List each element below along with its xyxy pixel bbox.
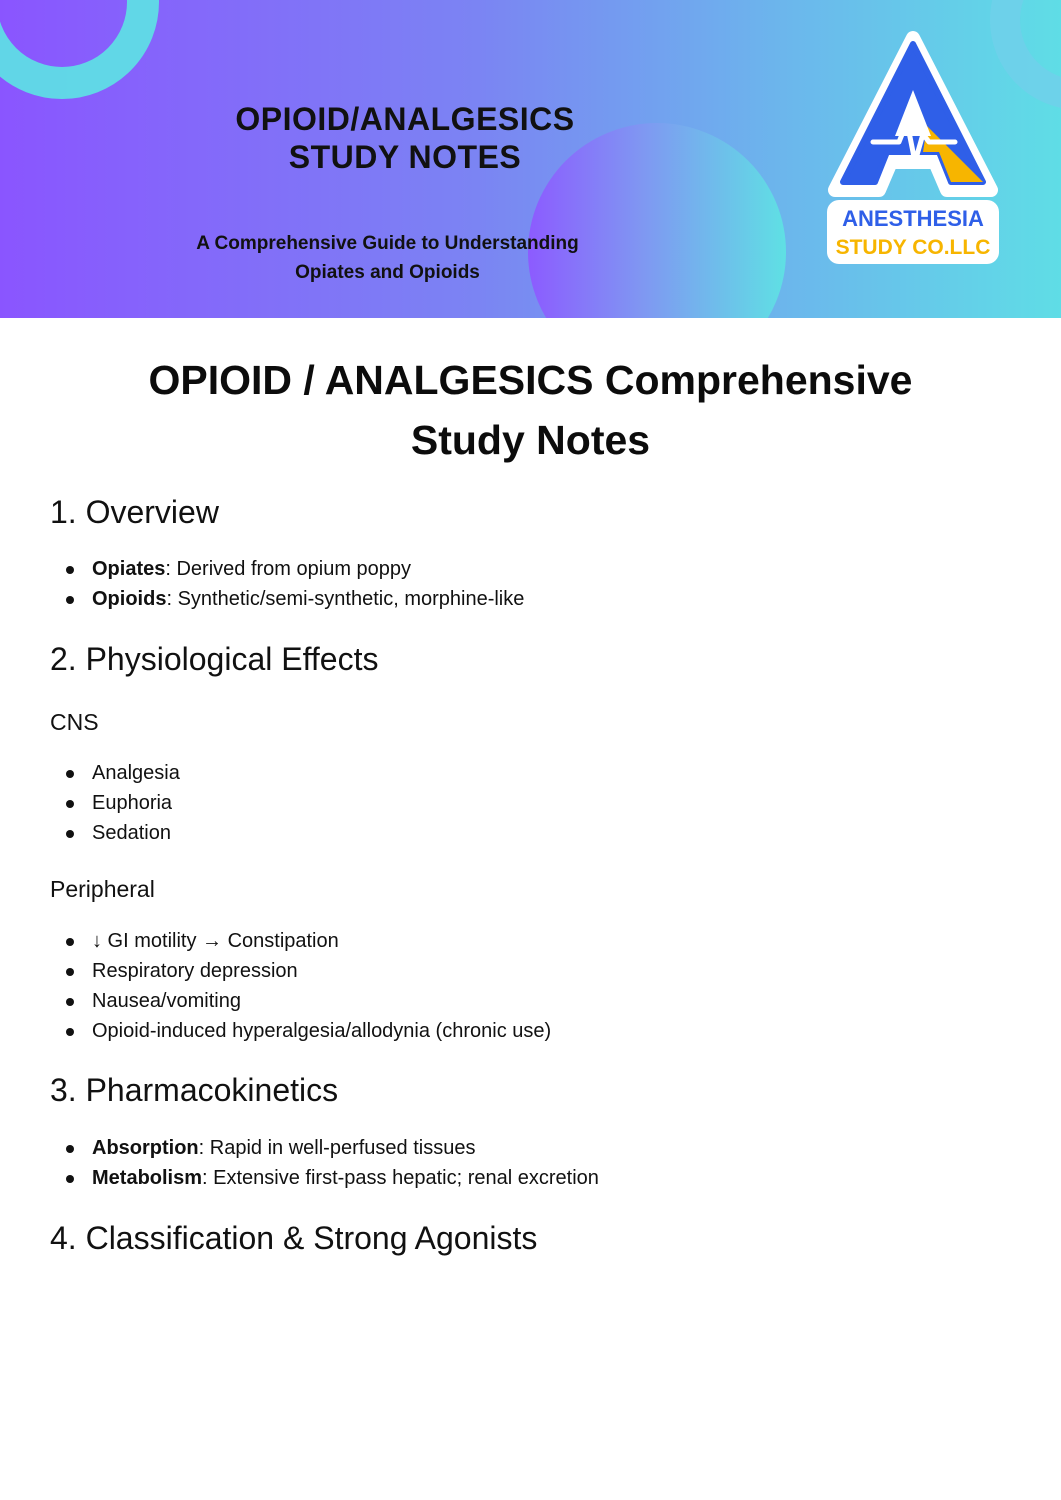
bullet-icon	[66, 998, 74, 1006]
section-heading-physiological: 2. Physiological Effects	[50, 641, 379, 677]
list-item	[64, 818, 180, 848]
logo-text-line1: ANESTHESIA	[842, 206, 984, 231]
bullet-icon	[66, 968, 74, 976]
company-logo	[823, 30, 1003, 270]
list-item-text: Analgesia	[92, 762, 180, 784]
list-item-text: Respiratory depression	[92, 960, 298, 982]
section-heading-overview: 1. Overview	[50, 494, 219, 530]
list-item-text: Euphoria	[92, 792, 173, 814]
term: Metabolism	[92, 1167, 203, 1189]
decorative-ring	[0, 0, 159, 99]
list-item-text: ↓ GI motility → Constipation	[92, 930, 339, 952]
peripheral-list	[64, 926, 551, 1046]
list-item	[64, 584, 524, 614]
cns-list	[64, 758, 180, 848]
bullet-icon	[66, 938, 74, 946]
definition: : Synthetic/semi-synthetic, morphine-like	[166, 588, 525, 610]
list-item	[64, 1163, 599, 1193]
list-item-text: Nausea/vomiting	[92, 990, 241, 1012]
bullet-icon	[66, 800, 74, 808]
bullet-icon	[66, 566, 74, 574]
list-item-text: Opioid-induced hyperalgesia/allodynia (chronic use)	[92, 1020, 552, 1042]
bullet-icon	[66, 830, 74, 838]
page-title-line: OPIOID / ANALGESICS Comprehensive	[148, 357, 913, 403]
list-item	[64, 986, 551, 1016]
banner-title-line: OPIOID/ANALGESICS	[235, 101, 575, 137]
section-heading-classification: 4. Classification & Strong Agonists	[50, 1220, 538, 1256]
list-item	[64, 926, 551, 956]
term: Absorption	[92, 1137, 199, 1159]
bullet-icon	[66, 1175, 74, 1183]
page-title-line: Study Notes	[410, 417, 651, 463]
section-heading-pharmacokinetics: 3. Pharmacokinetics	[50, 1072, 339, 1108]
term: Opioids	[92, 588, 167, 610]
list-item	[64, 1016, 551, 1046]
list-item	[64, 554, 524, 584]
list-item	[64, 1133, 599, 1163]
definition: : Rapid in well-perfused tissues	[198, 1137, 476, 1159]
overview-list	[64, 554, 524, 614]
page-title	[60, 350, 1001, 470]
bullet-icon	[66, 1145, 74, 1153]
list-item	[64, 788, 180, 818]
subheading-cns: CNS	[50, 709, 99, 735]
list-item-text: Sedation	[92, 822, 171, 844]
header-banner	[0, 0, 1061, 318]
banner-title	[150, 100, 660, 176]
banner-subtitle-line: Opiates and Opioids	[295, 262, 480, 283]
banner-subtitle	[130, 229, 645, 287]
list-item	[64, 956, 551, 986]
banner-subtitle-line: A Comprehensive Guide to Understanding	[196, 233, 579, 254]
banner-title-line: STUDY NOTES	[288, 139, 522, 175]
subheading-peripheral: Peripheral	[50, 876, 155, 902]
bullet-icon	[66, 1028, 74, 1036]
logo-text-line2: STUDY CO.LLC	[835, 236, 991, 259]
list-item	[64, 758, 180, 788]
definition: : Extensive first-pass hepatic; renal excretion	[202, 1167, 599, 1189]
term: Opiates	[92, 558, 166, 580]
bullet-icon	[66, 596, 74, 604]
pharmacokinetics-list	[64, 1133, 599, 1193]
definition: : Derived from opium poppy	[165, 558, 412, 580]
bullet-icon	[66, 770, 74, 778]
